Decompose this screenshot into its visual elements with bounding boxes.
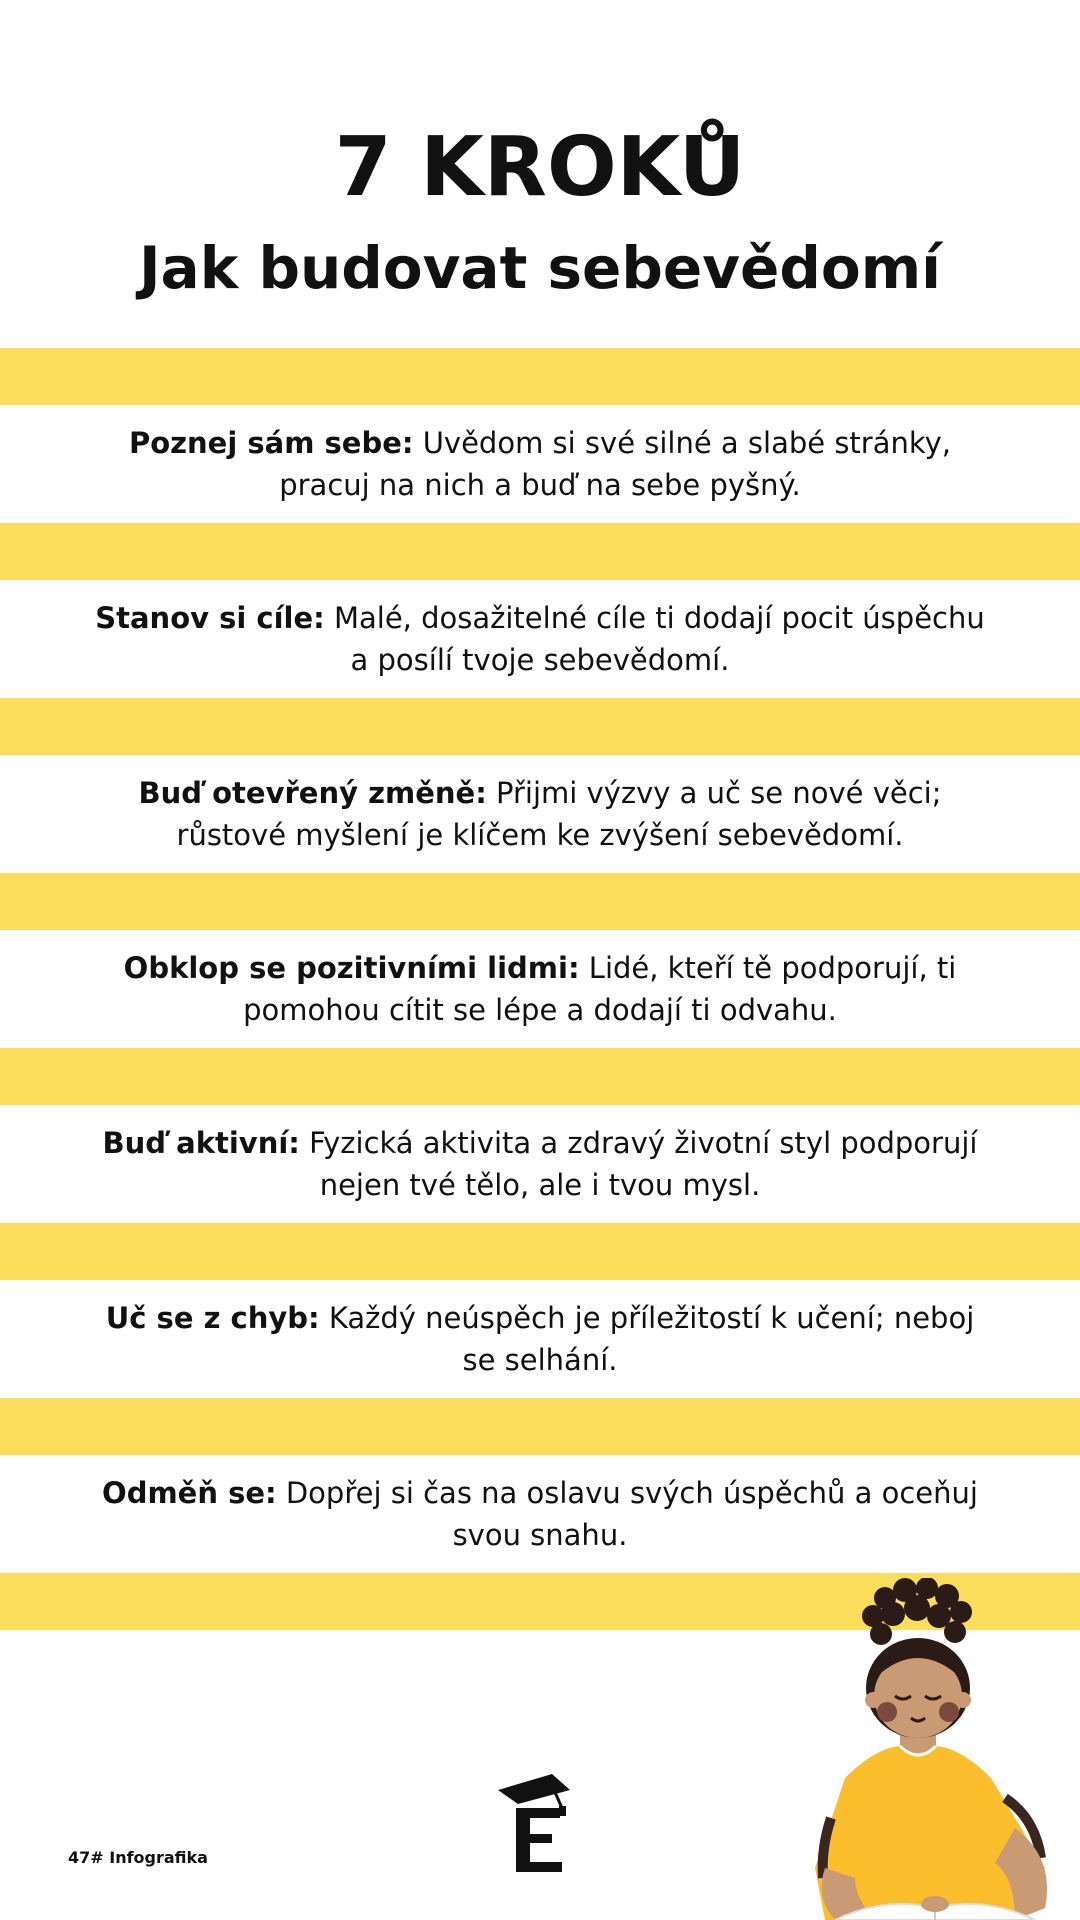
step-description: Dopřej si čas na oslavu svých úspěchů a oceňuj svou snahu. [276, 1476, 978, 1552]
step-description: Uvědom si své silné a slabé stránky, pracuj na nich a buď na sebe pyšný. [279, 426, 952, 502]
step-text [90, 1297, 990, 1381]
step-text [90, 597, 990, 681]
yellow-band [0, 873, 1080, 930]
step-heading: Stanov si cíle: [95, 601, 325, 635]
step-2 [90, 580, 990, 698]
step-5 [90, 1105, 990, 1223]
step-3 [90, 755, 990, 873]
step-description: Přijmi výzvy a uč se nové věci; růstové myšlení je klíčem ke zvýšení sebevědomí. [176, 776, 942, 852]
yellow-band [0, 1048, 1080, 1105]
step-text [90, 422, 990, 506]
step-description: Fyzická aktivita a zdravý životní styl podporují nejen tvé tělo, ale i tvou mysl. [299, 1126, 978, 1202]
yellow-band [0, 698, 1080, 755]
reading-child-illustration [815, 1578, 1065, 1920]
step-heading: Odměň se: [102, 1476, 277, 1510]
page-title: 7 KROKŮ [334, 120, 746, 215]
step-description: Lidé, kteří tě podporují, ti pomohou cítit se lépe a dodají ti odvahu. [243, 951, 957, 1027]
yellow-band [0, 1398, 1080, 1455]
yellow-band [0, 1223, 1080, 1280]
infographic-number-label: 47# Infografika [68, 1848, 208, 1867]
step-heading: Poznej sám sebe: [128, 426, 414, 460]
yellow-band [0, 523, 1080, 580]
step-text [90, 772, 990, 856]
yellow-band [0, 348, 1080, 405]
step-text [90, 947, 990, 1031]
step-1 [90, 405, 990, 523]
step-heading: Buď aktivní: [102, 1126, 300, 1160]
step-heading: Uč se z chyb: [105, 1301, 320, 1335]
step-7 [90, 1455, 990, 1573]
step-description: Malé, dosažitelné cíle ti dodají pocit úspěchu a posílí tvoje sebevědomí. [324, 601, 985, 677]
graduation-cap-e-logo-icon [490, 1768, 590, 1878]
step-text [90, 1472, 990, 1556]
step-4 [90, 930, 990, 1048]
step-text [90, 1122, 990, 1206]
step-description: Každý neúspěch je příležitostí k učení; neboj se selhání. [319, 1301, 975, 1377]
step-6 [90, 1280, 990, 1398]
header [0, 0, 1080, 348]
step-heading: Obklop se pozitivními lidmi: [123, 951, 580, 985]
step-heading: Buď otevřený změně: [138, 776, 487, 810]
page-subtitle: Jak budovat sebevědomí [138, 234, 942, 302]
